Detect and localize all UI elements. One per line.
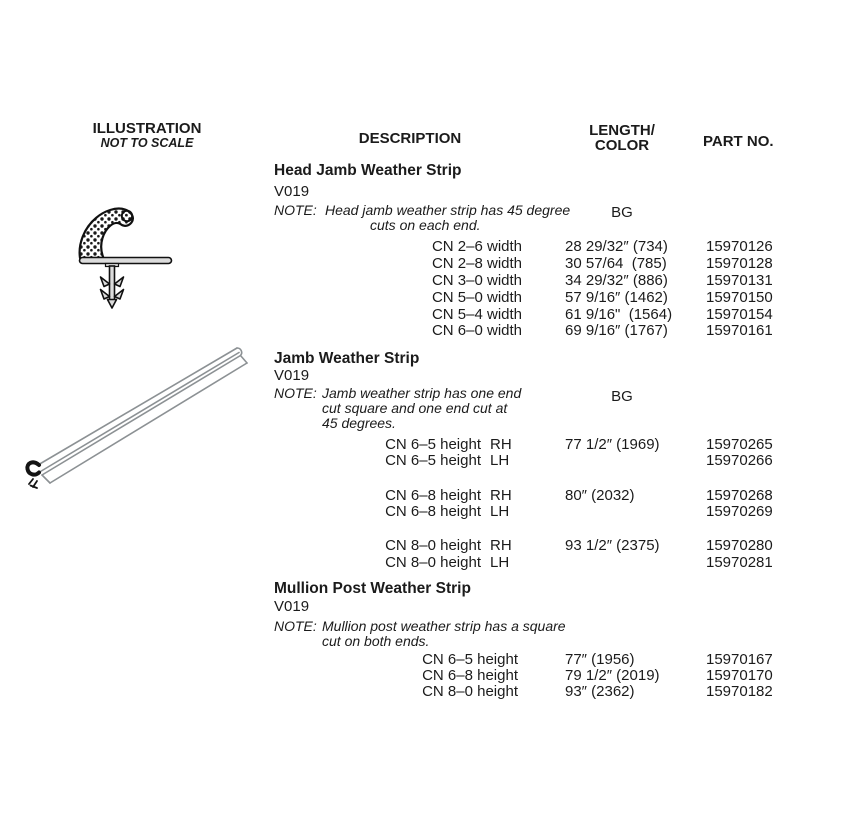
section-code-jamb: V019: [274, 367, 310, 384]
row-hand: RH: [490, 436, 512, 453]
column-header-description: DESCRIPTION: [358, 130, 462, 147]
jamb-strip-drawing: [14, 338, 262, 496]
head-jamb-profile-drawing: [58, 196, 190, 322]
head-jamb-profile-illustration: [58, 196, 190, 322]
note-line: Mullion post weather strip has a square: [322, 618, 566, 634]
row-part-number: 15970265: [706, 436, 773, 453]
row-part-number: 15970161: [706, 322, 773, 339]
row-part-number: 15970170: [706, 667, 773, 684]
row-hand: LH: [490, 452, 510, 469]
row-part-number: 15970154: [706, 306, 773, 323]
row-part-number: 15970167: [706, 651, 773, 668]
table-row: [0, 537, 864, 554]
row-part-number: 15970268: [706, 487, 773, 504]
not-to-scale-label: NOT TO SCALE: [100, 136, 194, 150]
section-title-jamb: Jamb Weather Strip: [274, 350, 420, 367]
row-description: CN 6–5 height: [385, 452, 481, 469]
row-part-number: 15970131: [706, 272, 773, 289]
row-description: CN 5–0 width: [431, 289, 522, 306]
table-row: [0, 683, 864, 700]
row-hand: RH: [490, 487, 512, 504]
length-header-line: LENGTH/: [589, 122, 655, 139]
row-part-number: 15970128: [706, 255, 773, 272]
row-description: CN 8–0 height: [422, 683, 518, 700]
section-code-head-jamb: V019: [274, 183, 310, 200]
row-part-number: 15970269: [706, 503, 773, 520]
row-description: CN 8–0 height: [385, 554, 481, 571]
color-code-bg: BG: [611, 388, 633, 405]
row-length: 77″ (1956): [565, 651, 635, 668]
row-part-number: 15970150: [706, 289, 773, 306]
row-part-number: 15970126: [706, 238, 773, 255]
row-hand: LH: [490, 554, 510, 571]
row-description: CN 6–8 height: [422, 667, 518, 684]
jamb-strip-illustration: [14, 338, 262, 496]
section-title-mullion: Mullion Post Weather Strip: [274, 580, 471, 597]
row-part-number: 15970266: [706, 452, 773, 469]
row-length: 61 9/16" (1564): [565, 306, 673, 323]
row-description: CN 8–0 height: [385, 537, 481, 554]
row-description: CN 6–5 height: [385, 436, 481, 453]
note-label: NOTE:: [274, 385, 317, 401]
row-part-number: 15970280: [706, 537, 773, 554]
note-line: cut on both ends.: [322, 633, 430, 649]
row-description: CN 6–5 height: [422, 651, 518, 668]
note-line: Head jamb weather strip has 45 degree: [325, 202, 571, 218]
row-length: 93 1/2″ (2375): [565, 537, 660, 554]
row-length: 77 1/2″ (1969): [565, 436, 660, 453]
illustration-header-label: ILLUSTRATION: [92, 120, 202, 137]
row-description: CN 6–8 height: [385, 503, 481, 520]
row-description: CN 3–0 width: [431, 272, 522, 289]
color-header-line: COLOR: [594, 137, 650, 154]
column-header-illustration: [58, 121, 236, 150]
table-row: [0, 667, 864, 684]
row-description: CN 2–8 width: [431, 255, 522, 272]
note-label: NOTE:: [274, 618, 317, 634]
row-description: CN 6–8 height: [385, 487, 481, 504]
note-line: 45 degrees.: [322, 415, 396, 431]
color-code-bg: BG: [611, 204, 633, 221]
note-line: cut square and one end cut at: [322, 400, 508, 416]
row-description: CN 2–6 width: [431, 238, 522, 255]
table-row: [0, 651, 864, 668]
row-hand: LH: [490, 503, 510, 520]
table-row: [0, 503, 864, 520]
section-title-head-jamb: Head Jamb Weather Strip: [274, 162, 462, 179]
table-row: [0, 322, 864, 339]
row-description: CN 6–0 width: [431, 322, 522, 339]
row-length: 57 9/16″ (1462): [565, 289, 668, 306]
row-length: 69 9/16″ (1767): [565, 322, 668, 339]
row-hand: RH: [490, 537, 512, 554]
row-description: CN 5–4 width: [431, 306, 522, 323]
row-part-number: 15970281: [706, 554, 773, 571]
row-length: 34 29/32″ (886): [565, 272, 668, 289]
column-header-length-color: [562, 123, 682, 153]
section-code-mullion: V019: [274, 598, 310, 615]
row-length: 93″ (2362): [565, 683, 635, 700]
note-line: Jamb weather strip has one end: [322, 385, 522, 401]
row-length: 80″ (2032): [565, 487, 635, 504]
row-part-number: 15970182: [706, 683, 773, 700]
note-label: NOTE:: [274, 202, 317, 218]
row-length: 30 57/64 (785): [565, 255, 667, 272]
table-row: [0, 554, 864, 571]
row-length: 28 29/32″ (734): [565, 238, 668, 255]
row-length: 79 1/2″ (2019): [565, 667, 660, 684]
note-line: cuts on each end.: [370, 217, 481, 233]
column-header-part-no: PART NO.: [703, 133, 774, 150]
